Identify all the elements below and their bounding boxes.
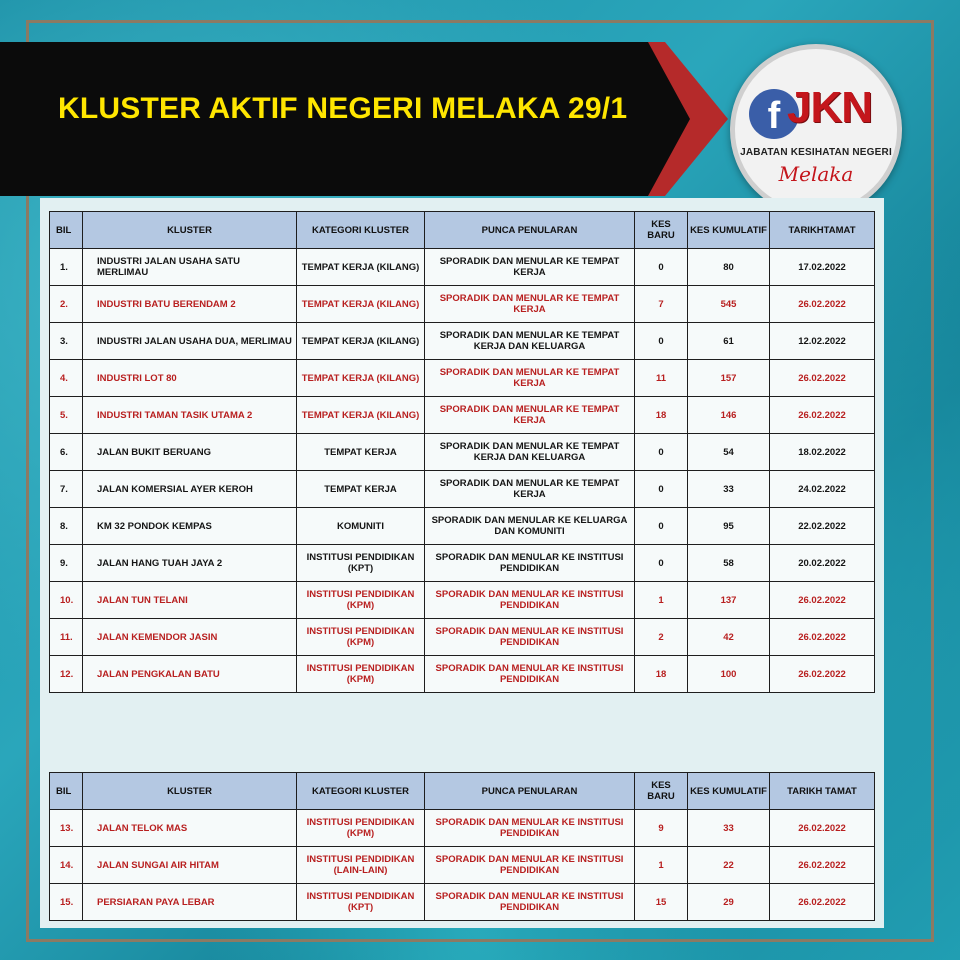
table-row <box>50 582 875 619</box>
cell-kluster: JALAN SUNGAI AIR HITAM <box>83 847 297 884</box>
cell-kes-baru: 2 <box>635 619 688 656</box>
cell-kategori: INSTITUSI PENDIDIKAN (LAIN-LAIN) <box>297 847 425 884</box>
cell-kategori: INSTITUSI PENDIDIKAN (KPM) <box>297 810 425 847</box>
column-header: KLUSTER <box>83 773 297 810</box>
cell-kes-kumulatif: 61 <box>688 323 770 360</box>
cell-kes-baru: 11 <box>635 360 688 397</box>
cell-tarikh-tamat: 26.02.2022 <box>770 656 875 693</box>
facebook-icon: f <box>749 89 799 139</box>
cell-punca: SPORADIK DAN MENULAR KE INSTITUSI PENDIDIKAN <box>425 847 635 884</box>
cell-tarikh-tamat: 17.02.2022 <box>770 249 875 286</box>
cell-kluster: KM 32 PONDOK KEMPAS <box>83 508 297 545</box>
cell-bil: 9. <box>50 545 83 582</box>
cell-tarikh-tamat: 26.02.2022 <box>770 360 875 397</box>
cell-tarikh-tamat: 26.02.2022 <box>770 619 875 656</box>
cluster-table-2 <box>49 772 875 921</box>
table-row <box>50 884 875 921</box>
cell-kes-kumulatif: 100 <box>688 656 770 693</box>
cell-kes-kumulatif: 80 <box>688 249 770 286</box>
cell-kes-kumulatif: 95 <box>688 508 770 545</box>
cell-kluster: INDUSTRI TAMAN TASIK UTAMA 2 <box>83 397 297 434</box>
cell-punca: SPORADIK DAN MENULAR KE TEMPAT KERJA <box>425 249 635 286</box>
cell-kes-baru: 0 <box>635 323 688 360</box>
table-row <box>50 471 875 508</box>
cell-bil: 14. <box>50 847 83 884</box>
cell-bil: 5. <box>50 397 83 434</box>
cell-kluster: JALAN BUKIT BERUANG <box>83 434 297 471</box>
column-header: KATEGORI KLUSTER <box>297 773 425 810</box>
cell-kes-baru: 0 <box>635 434 688 471</box>
table-row <box>50 508 875 545</box>
cell-bil: 7. <box>50 471 83 508</box>
cell-kategori: TEMPAT KERJA (KILANG) <box>297 286 425 323</box>
cell-kes-kumulatif: 146 <box>688 397 770 434</box>
cell-kluster: JALAN TUN TELANI <box>83 582 297 619</box>
cell-kes-baru: 1 <box>635 582 688 619</box>
cell-kategori: INSTITUSI PENDIDIKAN (KPT) <box>297 884 425 921</box>
cell-kategori: INSTITUSI PENDIDIKAN (KPT) <box>297 545 425 582</box>
column-header: TARIKH TAMAT <box>770 773 875 810</box>
column-header: BIL <box>50 773 83 810</box>
cell-tarikh-tamat: 26.02.2022 <box>770 397 875 434</box>
cell-bil: 2. <box>50 286 83 323</box>
cell-tarikh-tamat: 24.02.2022 <box>770 471 875 508</box>
cell-kes-kumulatif: 29 <box>688 884 770 921</box>
cell-kes-kumulatif: 54 <box>688 434 770 471</box>
cell-tarikh-tamat: 26.02.2022 <box>770 847 875 884</box>
cell-tarikh-tamat: 26.02.2022 <box>770 884 875 921</box>
cell-kluster: INDUSTRI JALAN USAHA DUA, MERLIMAU <box>83 323 297 360</box>
column-header: TARIKHTAMAT <box>770 212 875 249</box>
cell-kes-baru: 15 <box>635 884 688 921</box>
table-row <box>50 360 875 397</box>
column-header: KES KUMULATIF <box>688 212 770 249</box>
cell-bil: 11. <box>50 619 83 656</box>
cell-punca: SPORADIK DAN MENULAR KE INSTITUSI PENDIDIKAN <box>425 545 635 582</box>
cell-kes-kumulatif: 42 <box>688 619 770 656</box>
cell-tarikh-tamat: 18.02.2022 <box>770 434 875 471</box>
cell-punca: SPORADIK DAN MENULAR KE TEMPAT KERJA <box>425 397 635 434</box>
column-header: KES BARU <box>635 773 688 810</box>
cell-bil: 4. <box>50 360 83 397</box>
cell-tarikh-tamat: 12.02.2022 <box>770 323 875 360</box>
table-row <box>50 545 875 582</box>
cell-bil: 6. <box>50 434 83 471</box>
table-row <box>50 810 875 847</box>
column-header: PUNCA PENULARAN <box>425 773 635 810</box>
jkn-logo <box>730 44 902 216</box>
cell-punca: SPORADIK DAN MENULAR KE INSTITUSI PENDIDIKAN <box>425 810 635 847</box>
cell-tarikh-tamat: 22.02.2022 <box>770 508 875 545</box>
cell-punca: SPORADIK DAN MENULAR KE TEMPAT KERJA <box>425 360 635 397</box>
cell-bil: 1. <box>50 249 83 286</box>
table-row <box>50 847 875 884</box>
cell-tarikh-tamat: 26.02.2022 <box>770 582 875 619</box>
cell-kategori: INSTITUSI PENDIDIKAN (KPM) <box>297 619 425 656</box>
logo-brand: JKN <box>787 83 873 132</box>
table-row <box>50 619 875 656</box>
table-row <box>50 323 875 360</box>
cell-kes-kumulatif: 137 <box>688 582 770 619</box>
cell-kes-kumulatif: 33 <box>688 471 770 508</box>
cell-punca: SPORADIK DAN MENULAR KE TEMPAT KERJA DAN KELUARGA <box>425 434 635 471</box>
cell-kes-baru: 9 <box>635 810 688 847</box>
cell-kes-kumulatif: 58 <box>688 545 770 582</box>
cell-kategori: TEMPAT KERJA <box>297 434 425 471</box>
table-header-row <box>50 773 875 810</box>
cell-bil: 10. <box>50 582 83 619</box>
table-row <box>50 434 875 471</box>
cell-kes-baru: 0 <box>635 545 688 582</box>
cell-tarikh-tamat: 20.02.2022 <box>770 545 875 582</box>
cell-kluster: PERSIARAN PAYA LEBAR <box>83 884 297 921</box>
cell-bil: 13. <box>50 810 83 847</box>
table-row <box>50 397 875 434</box>
cell-kes-baru: 1 <box>635 847 688 884</box>
column-header: KLUSTER <box>83 212 297 249</box>
cell-punca: SPORADIK DAN MENULAR KE KELUARGA DAN KOMUNITI <box>425 508 635 545</box>
cell-kes-kumulatif: 545 <box>688 286 770 323</box>
column-header: PUNCA PENULARAN <box>425 212 635 249</box>
cell-bil: 3. <box>50 323 83 360</box>
table-row <box>50 656 875 693</box>
cell-kes-baru: 0 <box>635 249 688 286</box>
cell-kategori: TEMPAT KERJA (KILANG) <box>297 249 425 286</box>
cell-bil: 15. <box>50 884 83 921</box>
cell-kes-kumulatif: 157 <box>688 360 770 397</box>
cell-kes-kumulatif: 33 <box>688 810 770 847</box>
column-header: KATEGORI KLUSTER <box>297 212 425 249</box>
table-row <box>50 286 875 323</box>
cell-punca: SPORADIK DAN MENULAR KE INSTITUSI PENDIDIKAN <box>425 619 635 656</box>
cell-kluster: JALAN KOMERSIAL AYER KEROH <box>83 471 297 508</box>
cell-kluster: JALAN KEMENDOR JASIN <box>83 619 297 656</box>
cell-punca: SPORADIK DAN MENULAR KE TEMPAT KERJA <box>425 286 635 323</box>
column-header: BIL <box>50 212 83 249</box>
cell-kluster: INDUSTRI BATU BERENDAM 2 <box>83 286 297 323</box>
cell-kluster: JALAN PENGKALAN BATU <box>83 656 297 693</box>
cell-bil: 8. <box>50 508 83 545</box>
cell-kategori: TEMPAT KERJA <box>297 471 425 508</box>
cell-kategori: INSTITUSI PENDIDIKAN (KPM) <box>297 582 425 619</box>
cell-kes-baru: 0 <box>635 508 688 545</box>
cell-kes-baru: 18 <box>635 397 688 434</box>
logo-script: Melaka <box>778 162 854 186</box>
cluster-table-1 <box>49 211 875 693</box>
column-header: KES BARU <box>635 212 688 249</box>
column-header: KES KUMULATIF <box>688 773 770 810</box>
cell-punca: SPORADIK DAN MENULAR KE TEMPAT KERJA <box>425 471 635 508</box>
cell-kluster: JALAN HANG TUAH JAYA 2 <box>83 545 297 582</box>
cell-kes-baru: 7 <box>635 286 688 323</box>
cell-bil: 12. <box>50 656 83 693</box>
cell-kluster: INDUSTRI JALAN USAHA SATU MERLIMAU <box>83 249 297 286</box>
cell-punca: SPORADIK DAN MENULAR KE INSTITUSI PENDIDIKAN <box>425 582 635 619</box>
cell-punca: SPORADIK DAN MENULAR KE INSTITUSI PENDIDIKAN <box>425 884 635 921</box>
cell-punca: SPORADIK DAN MENULAR KE TEMPAT KERJA DAN KELUARGA <box>425 323 635 360</box>
cell-kategori: KOMUNITI <box>297 508 425 545</box>
cell-kategori: TEMPAT KERJA (KILANG) <box>297 360 425 397</box>
cell-kategori: TEMPAT KERJA (KILANG) <box>297 397 425 434</box>
page-title: KLUSTER AKTIF NEGERI MELAKA 29/1 <box>58 92 628 125</box>
cell-kategori: TEMPAT KERJA (KILANG) <box>297 323 425 360</box>
cell-kategori: INSTITUSI PENDIDIKAN (KPM) <box>297 656 425 693</box>
cell-kes-baru: 18 <box>635 656 688 693</box>
cell-kes-baru: 0 <box>635 471 688 508</box>
cell-tarikh-tamat: 26.02.2022 <box>770 810 875 847</box>
cell-tarikh-tamat: 26.02.2022 <box>770 286 875 323</box>
cell-kluster: JALAN TELOK MAS <box>83 810 297 847</box>
cell-kes-kumulatif: 22 <box>688 847 770 884</box>
cell-punca: SPORADIK DAN MENULAR KE INSTITUSI PENDIDIKAN <box>425 656 635 693</box>
logo-subtitle: JABATAN KESIHATAN NEGERI <box>740 147 892 158</box>
table-header-row <box>50 212 875 249</box>
table-row <box>50 249 875 286</box>
cell-kluster: INDUSTRI LOT 80 <box>83 360 297 397</box>
